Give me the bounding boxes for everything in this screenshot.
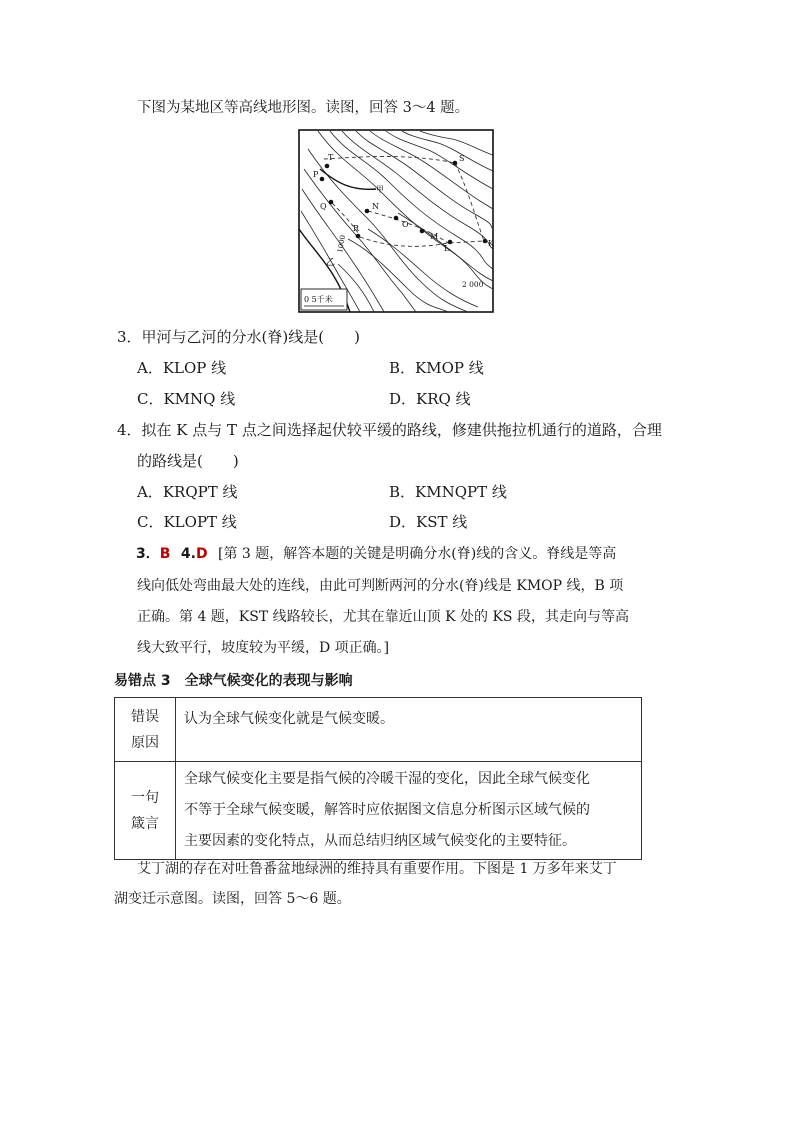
answer-line4: 线大致平行，坡度较为平缓，D 项正确。] [137,640,390,656]
svg-text:S: S [459,154,465,163]
row2-text [176,762,642,860]
q3-option-d: D．KRQ 线 [389,390,471,408]
closing-line1: 艾丁湖的存在对吐鲁番盆地绿洲的维持具有重要作用。下图是 1 万多年来艾丁 [137,861,617,877]
answer-num3: 3． [136,546,160,562]
row1-label [115,698,176,762]
svg-text:N: N [372,202,379,211]
q3-option-b: B．KMOP 线 [389,359,484,377]
row2-text-line3: 主要因素的变化特点，从而总结归纳区域气候变化的主要特征。 [184,833,576,849]
svg-text:K: K [488,239,494,248]
q4-option-b: B．KMNQPT 线 [389,483,507,501]
answer-num4: 4. [180,546,196,562]
q3-option-a: A．KLOP 线 [137,359,227,377]
answer-line2: 线向低处弯曲最大处的连线，由此可判断两河的分水(脊)线是 KMOP 线，B 项 [137,578,624,594]
q4-option-a: A．KRQPT 线 [137,483,238,501]
q3-option-c: C．KMNQ 线 [137,390,236,408]
row2-label-line2: 箴言 [131,815,159,832]
intro-text: 下图为某地区等高线地形图。读图，回答 3～4 题。 [137,100,470,116]
question-3-stem: 3．甲河与乙河的分水(脊)线是( ) [117,328,360,346]
svg-text:R: R [353,224,360,233]
svg-text:1000: 1000 [336,234,348,254]
row1-label-line1: 错误 [131,708,159,725]
svg-text:甲: 甲 [376,185,384,194]
q4-option-c: C．KLOPT 线 [137,513,237,531]
svg-text:Q: Q [320,202,327,211]
svg-text:乙: 乙 [326,258,336,268]
row1-label-line2: 原因 [131,734,159,751]
svg-text:2 000: 2 000 [462,280,484,289]
row2-label-line1: 一句 [131,789,159,806]
svg-text:T: T [328,153,334,162]
question-4-stem-line1: 4．拟在 K 点与 T 点之间选择起伏较平缓的路线，修建供拖拉机通行的道路，合理 [117,421,662,439]
svg-text:0 5千米: 0 5千米 [304,295,333,304]
answer-line3: 正确。第 4 题，KST 线路较长，尤其在靠近山顶 K 处的 KS 段，其走向与等高 [137,609,629,625]
section-heading: 易错点 3 全球气候变化的表现与影响 [114,673,353,689]
answer-text-1: [第 3 题，解答本题的关键是明确分水(脊)线的含义。脊线是等高 [218,546,617,562]
table-row [115,698,642,762]
svg-text:M: M [430,232,439,241]
row2-text-line2: 不等于全球气候变暖，解答时应依据图文信息分析图示区域气候的 [184,802,590,818]
q4-option-d: D．KST 线 [389,513,468,531]
row2-text-line1: 全球气候变化主要是指气候的冷暖干湿的变化，因此全球气候变化 [184,771,590,787]
answer-4: D [195,546,208,562]
svg-text:O: O [402,220,409,229]
closing-line2: 湖变迁示意图。读图，回答 5～6 题。 [114,891,351,907]
svg-text:P: P [313,170,319,179]
contour-map [298,129,494,313]
row1-text: 认为全球气候变化就是气候变暖。 [176,698,642,762]
question-4-stem-line2: 的路线是( ) [137,452,239,470]
table-row [115,762,642,860]
row2-label [115,762,176,860]
svg-text:L: L [444,244,450,253]
answer-3: B [159,546,171,562]
error-tips-table [114,697,642,860]
answer-line1 [136,543,616,563]
